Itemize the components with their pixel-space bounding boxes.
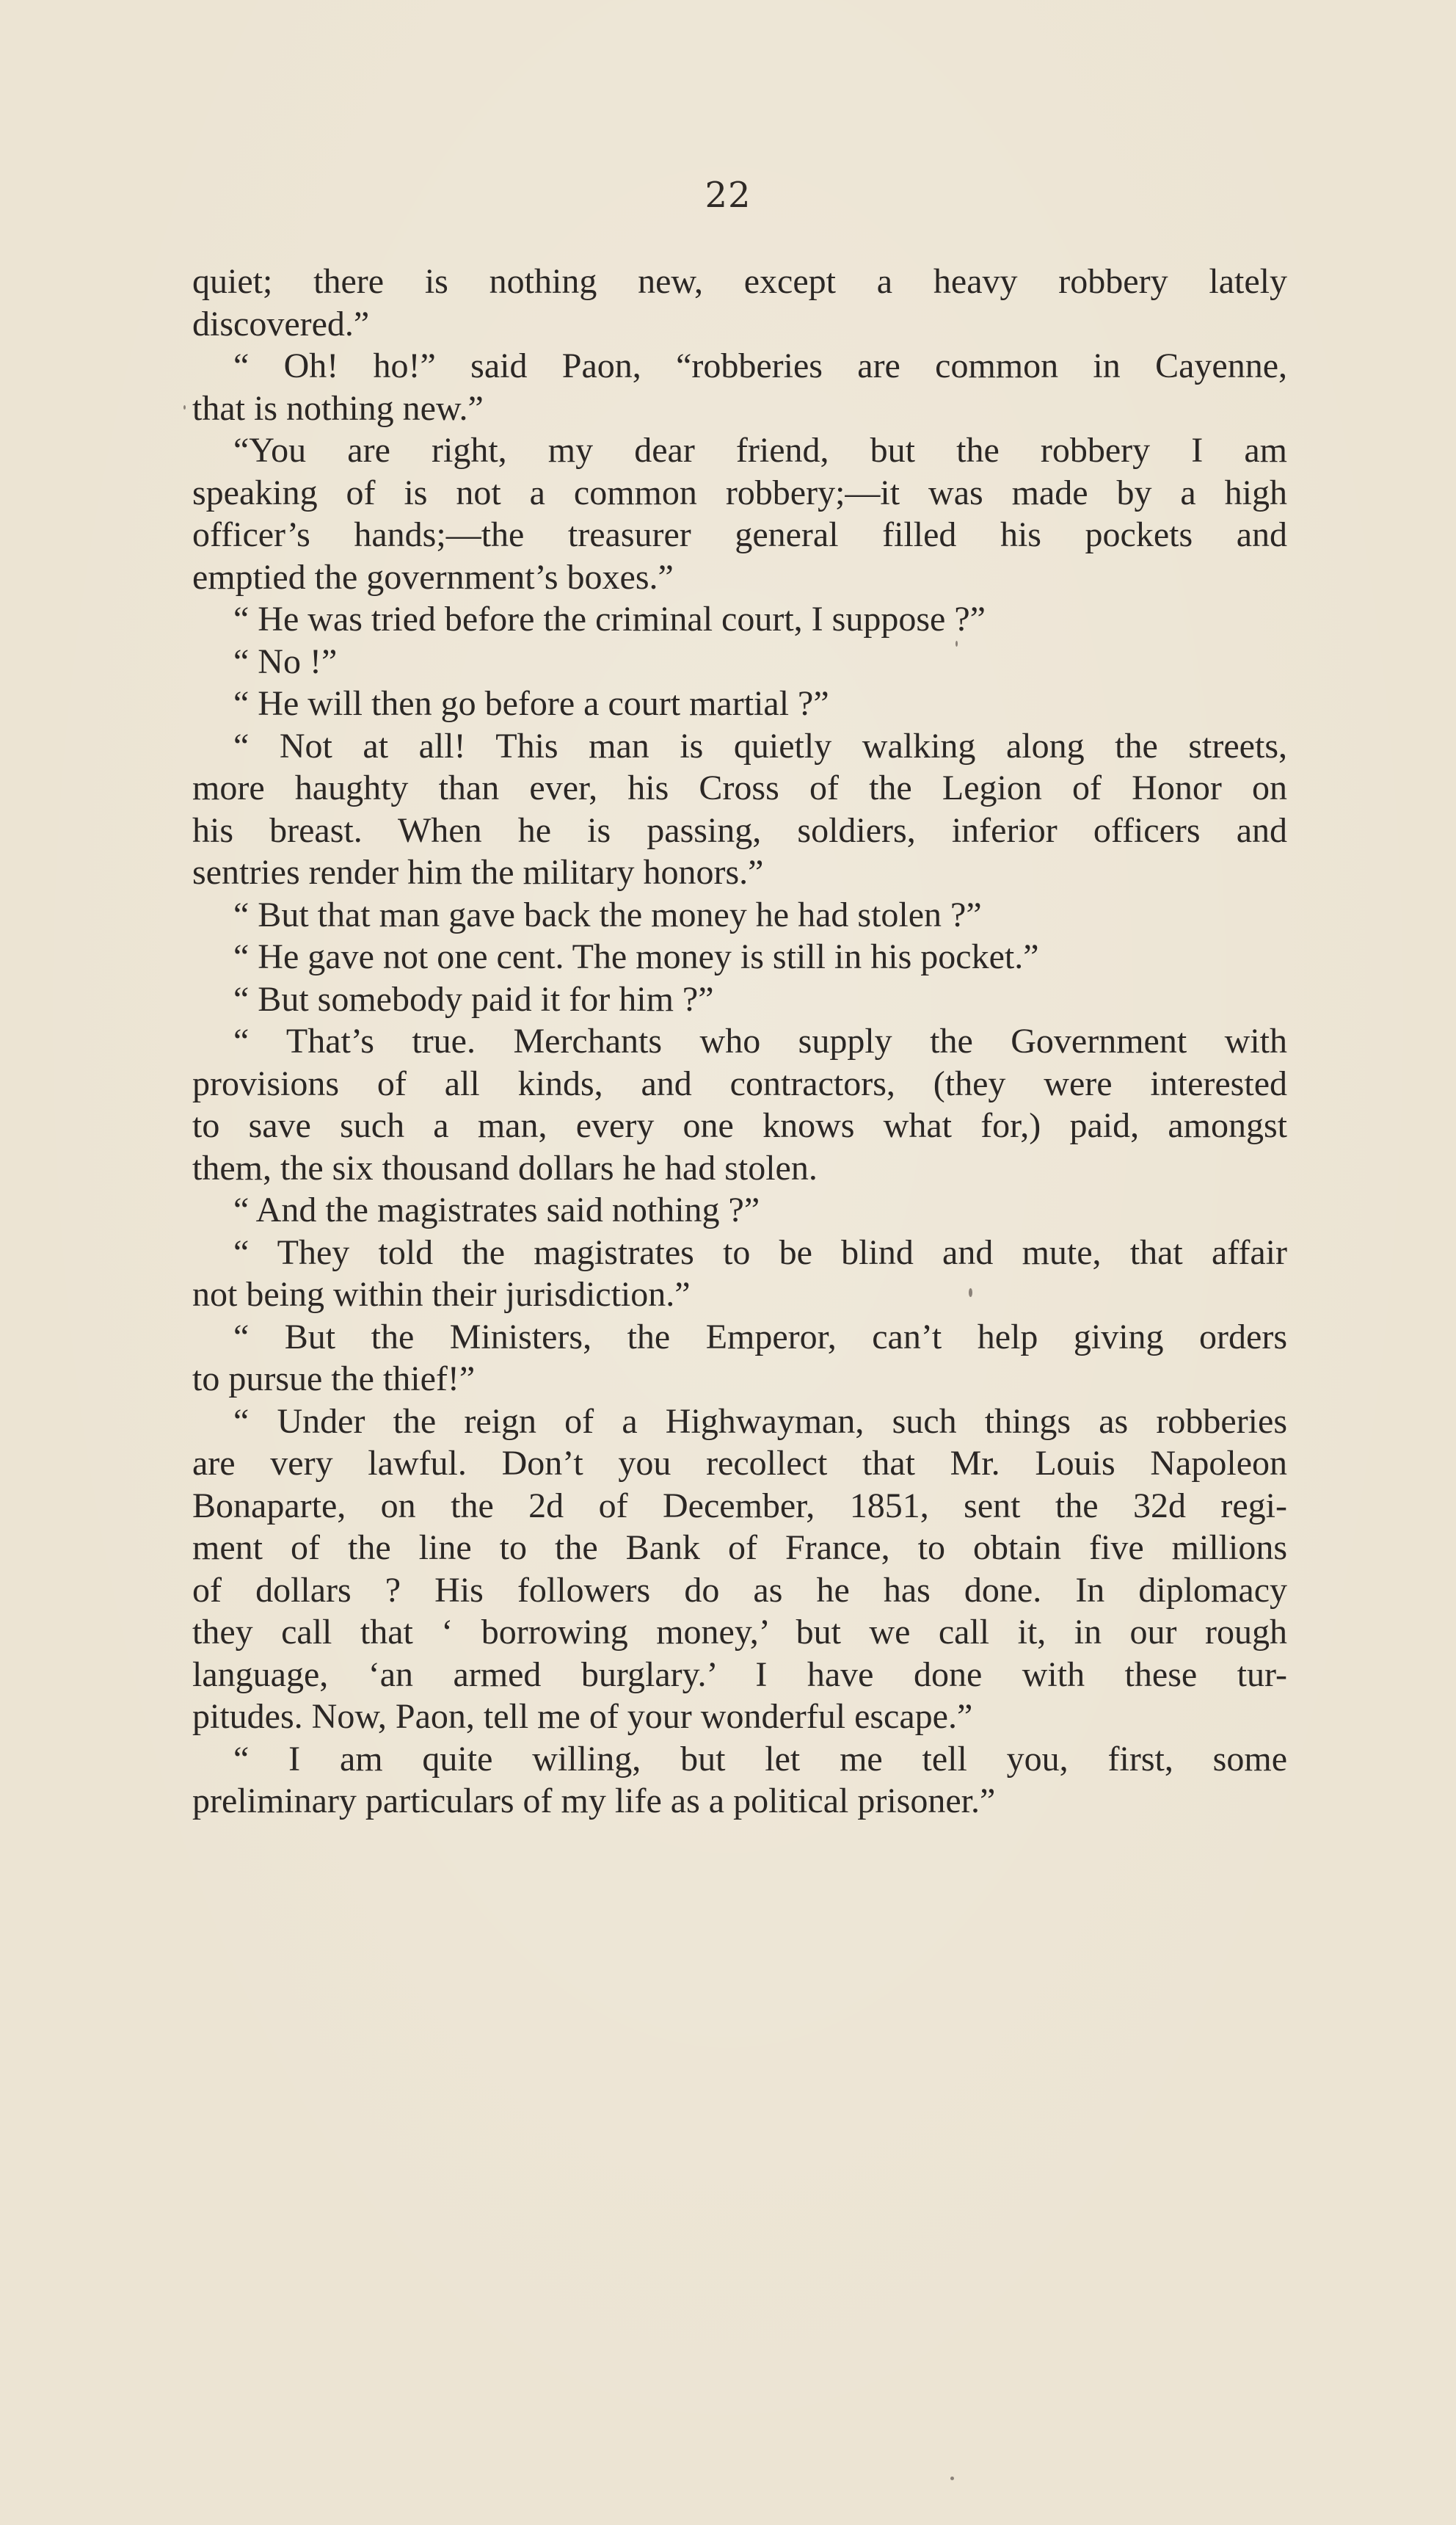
text-line: they call that ‘ borrowing money,’ but we call it, in our rough	[192, 1613, 1287, 1652]
page-number: 22	[705, 175, 751, 216]
text-line: his breast. When he is passing, soldiers, inferior officers and	[192, 810, 1287, 850]
text-line: “ No !”	[233, 642, 338, 681]
text-line: “ But somebody paid it for him ?”	[233, 979, 714, 1019]
text-line: “ But that man gave back the money he had stolen ?”	[233, 895, 982, 934]
text-line: not being within their jurisdiction.”	[192, 1275, 691, 1314]
ink-speck	[969, 1288, 972, 1297]
text-line: “ He gave not one cent. The money is still in his pocket.”	[233, 937, 1039, 976]
text-line: to save such a man, every one knows what for,) paid, amongst	[192, 1106, 1287, 1145]
text-line: “You are right, my dear friend, but the robbery I am	[233, 431, 1287, 470]
text-line: “ That’s true. Merchants who supply the Government with	[233, 1022, 1287, 1061]
text-line: “ And the magistrates said nothing ?”	[233, 1191, 760, 1229]
text-line: “ He will then go before a court martial ?”	[233, 684, 829, 723]
text-line: “ He was tried before the criminal court, I suppose ?”	[233, 600, 986, 639]
text-line: quiet; there is nothing new, except a heavy robbery lately	[192, 262, 1287, 301]
text-line: more haughty than ever, his Cross of the Legion of Honor on	[192, 769, 1287, 807]
text-line: preliminary particulars of my life as a political prisoner.”	[192, 1781, 996, 1820]
text-line: “ They told the magistrates to be blind and mute, that affair	[233, 1232, 1287, 1272]
text-line: them, the six thousand dollars he had stolen.	[192, 1148, 818, 1188]
body-text	[192, 261, 1287, 1823]
text-line: “ Oh! ho!” said Paon, “robberies are common in Cayenne,	[233, 346, 1287, 385]
text-line: ment of the line to the Bank of France, to obtain five millions	[192, 1528, 1287, 1567]
text-line: sentries render him the military honors.”	[192, 853, 764, 892]
text-line: “ Not at all! This man is quietly walking along the streets,	[233, 726, 1287, 766]
text-line: officer’s hands;—the treasurer general filled his pockets and	[192, 515, 1287, 554]
text-line: provisions of all kinds, and contractors, (they were interested	[192, 1064, 1287, 1103]
text-line: Bonaparte, on the 2d of December, 1851, sent the 32d regi-	[192, 1486, 1287, 1525]
text-line: “ I am quite willing, but let me tell you, first, some	[233, 1739, 1287, 1779]
text-line: to pursue the thief!”	[192, 1359, 476, 1398]
text-line: “ But the Ministers, the Emperor, can’t help giving orders	[233, 1317, 1287, 1356]
text-line: that is nothing new.”	[192, 388, 484, 428]
ink-speck	[183, 405, 186, 410]
text-line: pitudes. Now, Paon, tell me of your wonderful escape.”	[192, 1697, 973, 1736]
text-line: are very lawful. Don’t you recollect that Mr. Louis Napoleon	[192, 1444, 1287, 1483]
ink-speck	[956, 641, 958, 647]
text-line: of dollars ? His followers do as he has done. In diplomacy	[192, 1570, 1287, 1610]
text-line: “ Under the reign of a Highwayman, such things as robberies	[233, 1401, 1287, 1441]
text-line: discovered.”	[192, 304, 370, 344]
text-line: language, ‘an armed burglary.’ I have done with these tur-	[192, 1654, 1287, 1694]
text-line: emptied the government’s boxes.”	[192, 557, 674, 597]
ink-speck	[950, 2477, 954, 2480]
text-line: speaking of is not a common robbery;—it was made by a high	[192, 473, 1287, 512]
